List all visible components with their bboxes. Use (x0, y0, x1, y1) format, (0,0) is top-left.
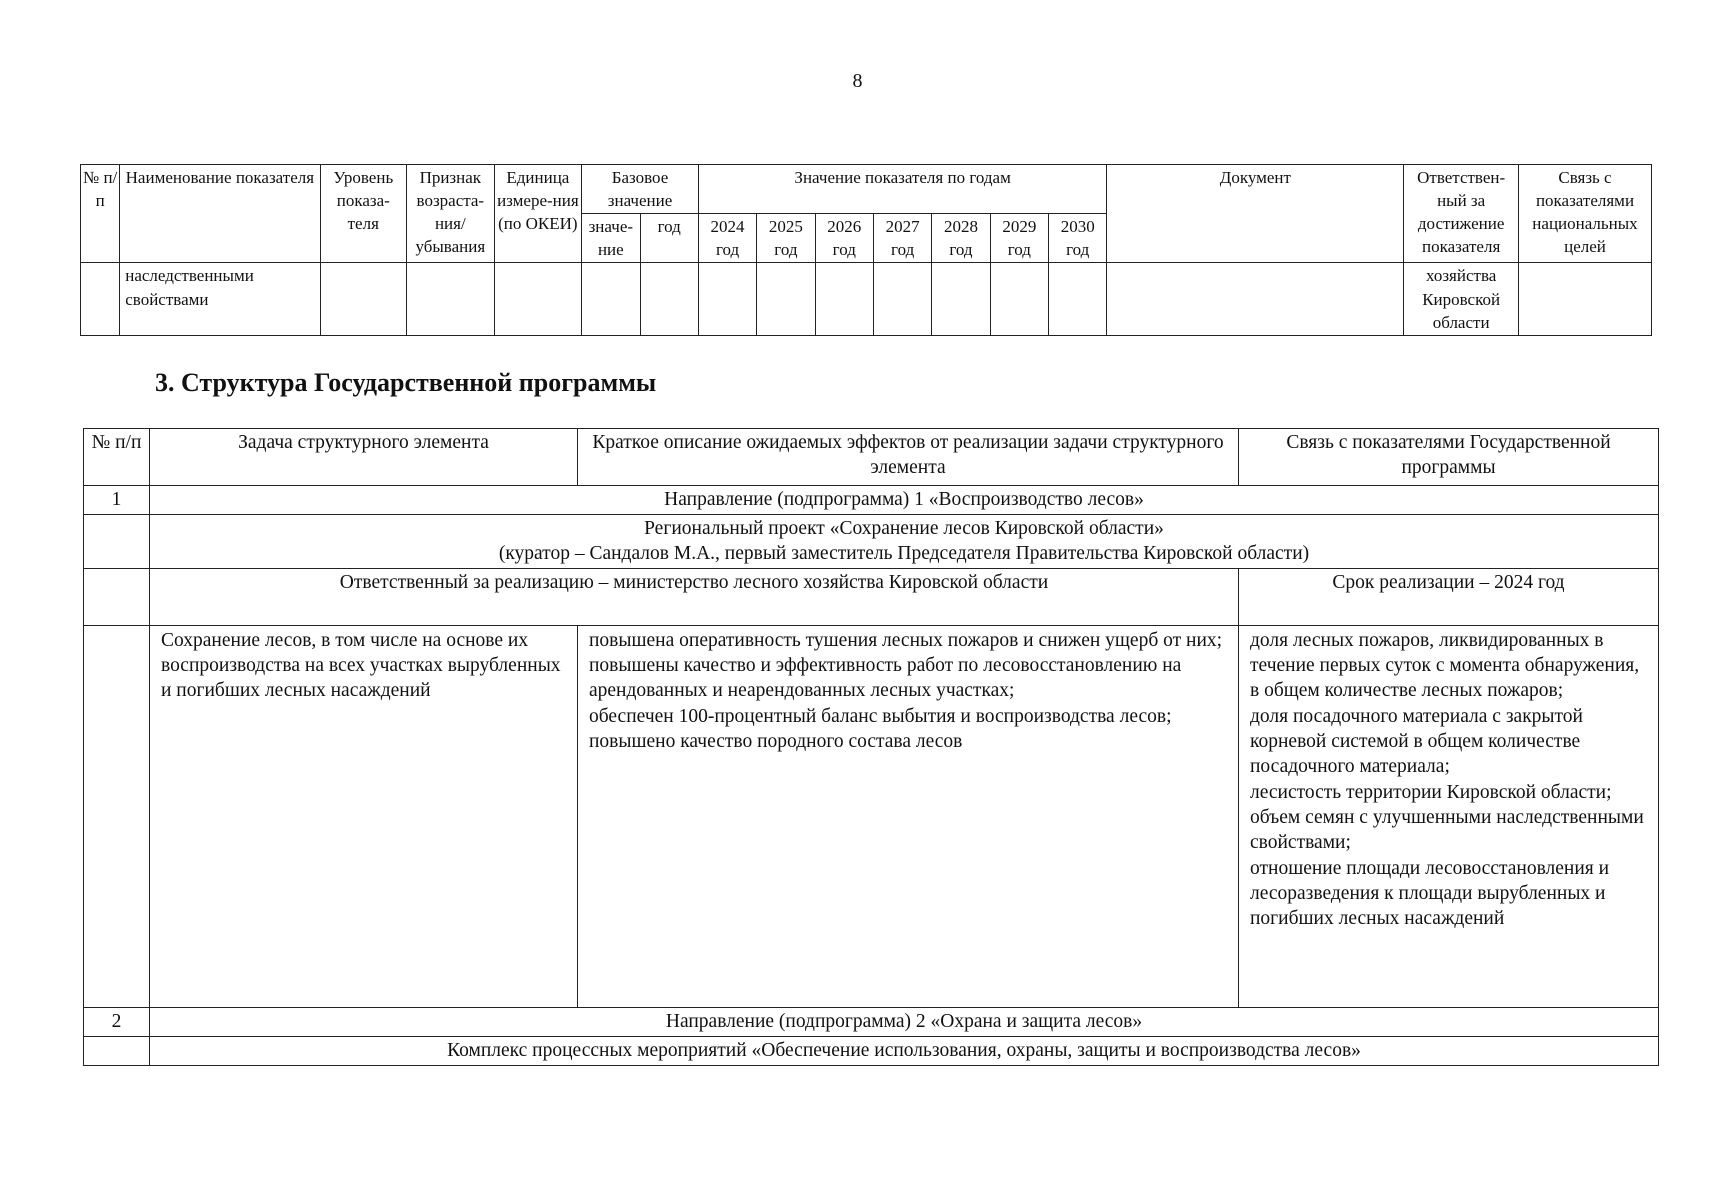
row-trend (407, 263, 495, 335)
row-2029 (990, 263, 1048, 335)
indicator-item: доля лесных пожаров, ликвидированных в течение первых суток с момента обнаружения, в общем количестве лесных пожаров; (1250, 629, 1640, 702)
header-year-2030: 2030 год (1049, 214, 1107, 263)
row-document (1107, 263, 1404, 335)
row-num (81, 263, 120, 335)
direction-title: Направление (подпрограмма) 1 «Воспроизводство лесов» (150, 486, 1659, 515)
task-row (84, 625, 1659, 1007)
indicator-item: лесистость территории Кировской области; (1250, 781, 1612, 803)
indicators-cell (1239, 625, 1659, 1007)
direction-row (84, 1007, 1659, 1036)
header-name: Наименование показателя (120, 165, 320, 263)
direction-num: 1 (84, 486, 150, 515)
structure-header-task: Задача структурного элемента (150, 429, 578, 486)
row-2028 (932, 263, 990, 335)
task-text: Сохранение лесов, в том числе на основе их воспроизводства на всех участках вырубленных и погибших лесных насаждений (150, 625, 578, 1007)
header-link: Связь с показателями национальных целей (1519, 165, 1652, 263)
indicator-table (80, 164, 1652, 336)
effect-item: повышено качество породного состава лесов (589, 731, 963, 753)
section-title: 3. Структура Государственной программы (155, 368, 657, 397)
direction-num: 2 (84, 1007, 150, 1036)
row-link (1519, 263, 1652, 335)
header-base-year: год (640, 214, 698, 263)
project-curator: (куратор – Сандалов М.А., первый заместитель Председателя Правительства Кировской области) (498, 543, 1310, 565)
row-2024 (698, 263, 756, 335)
row-2030 (1049, 263, 1107, 335)
header-level: Уровень показа-теля (320, 165, 407, 263)
responsible-num (84, 568, 150, 625)
header-year-2027: 2027 год (873, 214, 931, 263)
header-responsible: Ответствен-ный за достижение показателя (1404, 165, 1519, 263)
project-cell (150, 515, 1659, 569)
row-2027 (873, 263, 931, 335)
task-num (84, 625, 150, 1007)
indicator-item: объем семян с улучшенными наследственными свойствами; (1250, 807, 1644, 854)
direction-title: Направление (подпрограмма) 2 «Охрана и защита лесов» (150, 1007, 1659, 1036)
term-cell: Срок реализации – 2024 год (1239, 568, 1659, 625)
effect-item: обеспечен 100-процентный баланс выбытия и воспроизводства лесов; (589, 705, 1172, 727)
structure-header-effects: Краткое описание ожидаемых эффектов от реализации задачи структурного элемента (578, 429, 1239, 486)
project-num (84, 515, 150, 569)
header-base: Базовое значение (582, 165, 699, 214)
header-year-2026: 2026 год (815, 214, 873, 263)
complex-num (84, 1036, 150, 1065)
header-num: № п/п (81, 165, 120, 263)
table-row (81, 263, 1652, 335)
row-2026 (815, 263, 873, 335)
header-document: Документ (1107, 165, 1404, 263)
row-level (320, 263, 407, 335)
header-year-2028: 2028 год (932, 214, 990, 263)
project-row (84, 515, 1659, 569)
row-unit (494, 263, 582, 335)
effect-item: повышена оперативность тушения лесных пожаров и снижен ущерб от них; (589, 629, 1223, 651)
effects-cell (578, 625, 1239, 1007)
header-year-2025: 2025 год (757, 214, 815, 263)
header-unit: Единица измере-ния (по ОКЕИ) (494, 165, 582, 263)
indicator-item: доля посадочного материала с закрытой корневой системой в общем количестве посадочного материала; (1250, 705, 1583, 778)
structure-table (83, 428, 1659, 1066)
header-year-2024: 2024 год (698, 214, 756, 263)
page-number: 8 (852, 70, 863, 92)
row-name: наследственными свойствами (120, 263, 320, 335)
header-year-2029: 2029 год (990, 214, 1048, 263)
structure-header-num: № п/п (84, 429, 150, 486)
row-base-year (640, 263, 698, 335)
structure-header-row (84, 429, 1659, 486)
header-trend: Признак возраста-ния/ убывания (407, 165, 495, 263)
project-title: Региональный проект «Сохранение лесов Кировской области» (644, 518, 1164, 539)
header-by-years: Значение показателя по годам (698, 165, 1107, 214)
header-base-value: значе-ние (582, 214, 640, 263)
structure-header-link: Связь с показателями Государственной программы (1239, 429, 1659, 486)
responsible-row (84, 568, 1659, 625)
row-base-value (582, 263, 640, 335)
indicator-item: отношение площади лесовосстановления и лесоразведения к площади вырубленных и погибших лесных насаждений (1250, 857, 1610, 930)
effect-item: повышены качество и эффективность работ по лесовосстановлению на арендованных и неарендованных лесных участках; (589, 655, 1182, 702)
direction-row (84, 486, 1659, 515)
complex-row (84, 1036, 1659, 1065)
complex-title: Комплекс процессных мероприятий «Обеспечение использования, охраны, защиты и воспроизводства лесов» (150, 1036, 1659, 1065)
responsible-cell: Ответственный за реализацию – министерство лесного хозяйства Кировской области (150, 568, 1239, 625)
row-responsible: хозяйства Кировской области (1404, 263, 1519, 335)
row-2025 (757, 263, 815, 335)
